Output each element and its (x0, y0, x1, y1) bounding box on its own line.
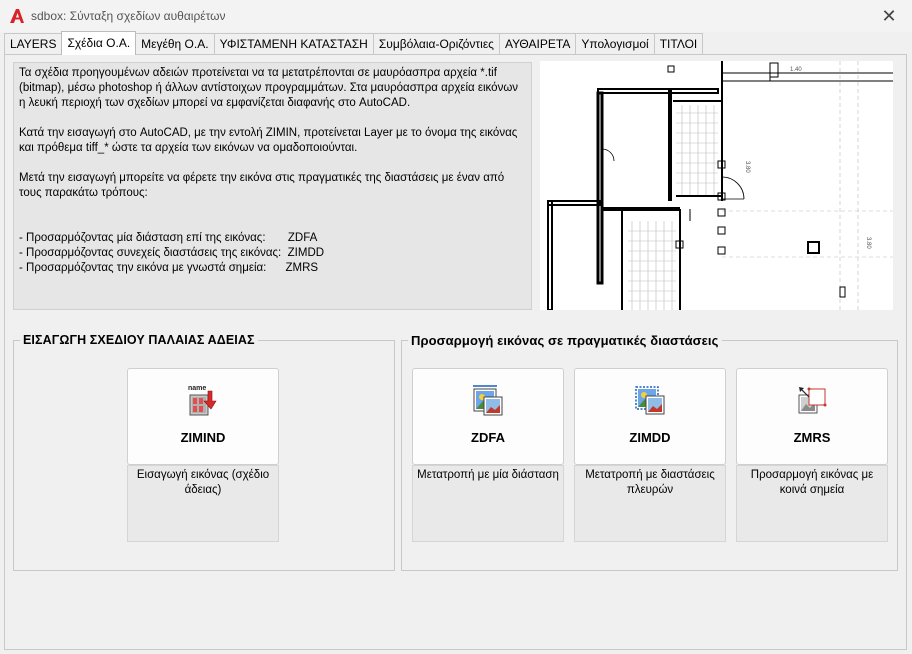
plan-dimension-label: 3.80 (744, 161, 750, 173)
zdfa-description: Μετατροπή με μία διάσταση (412, 465, 564, 542)
info-paragraph-1: Τα σχέδια προηγουμένων αδειών προτείνεται να τα μετατρέπονται σε μαυρόασπρα αρχεία *.tif (bitmap), μέσω photoshop ή άλλων αντίστοιχων προγραμμάτων. Στα μαυρόασπρα αρχεία εικόνων η λευκή περιοχή των σχεδίων μπορεί να εμφανίζεται διαφανής στο AutoCAD. (19, 67, 519, 109)
info-text-box (13, 62, 532, 310)
autocad-logo-icon (9, 8, 25, 24)
zimdd-button[interactable] (574, 368, 726, 465)
tab-sizes[interactable]: Μεγέθη Ο.Α. (135, 33, 214, 55)
tab-calculations[interactable]: Υπολογισμοί (575, 33, 654, 55)
tab-plans[interactable]: Σχέδια Ο.Α. (61, 31, 136, 55)
zmrs-button-label: ZMRS (793, 430, 831, 445)
tab-unauthorized[interactable]: ΑΥΘΑΙΡΕΤΑ (499, 33, 576, 55)
close-button[interactable]: ✕ (881, 5, 897, 26)
svg-text:name: name (188, 385, 207, 392)
tab-layers[interactable]: LAYERS (4, 33, 62, 55)
tab-existing-state[interactable]: ΥΦΙΣΤΑΜΕΝΗ ΚΑΤΑΣΤΑΣΗ (214, 33, 374, 55)
zimind-button[interactable] (127, 368, 279, 465)
floor-plan-drawing (540, 61, 893, 310)
tab-titles[interactable]: ΤΙΤΛΟΙ (654, 33, 704, 55)
floor-plan-preview (540, 61, 893, 310)
plan-dimension-label: 3.80 (865, 237, 871, 249)
image-dimension-icon (471, 383, 505, 417)
zmrs-button[interactable] (736, 368, 888, 465)
info-method-2: - Προσαρμόζοντας συνεχείς διαστάσεις της εικόνας: ZIMDD (19, 247, 325, 259)
image-multi-dimension-icon (633, 383, 667, 417)
zdfa-button-label: ZDFA (471, 430, 505, 445)
image-points-icon (795, 383, 829, 417)
zimind-button-label: ZIMIND (180, 430, 226, 445)
zimind-description: Εισαγωγή εικόνας (σχέδιο άδειας) (127, 465, 279, 542)
info-paragraph-2: Κατά την εισαγωγή στο AutoCAD, με την εντολή ZIMIN, προτείνεται Layer με το όνομα της εικόνας και πρόθεμα tiff_* ώστε τα αρχεία των εικόνων να ομαδοποιούνται. (19, 127, 518, 154)
zmrs-description: Προσαρμογή εικόνας με κοινά σημεία (736, 465, 888, 542)
title-bar (0, 0, 912, 32)
info-method-3: - Προσαρμόζοντας την εικόνα με γνωστά σημεία: ZMRS (19, 262, 319, 274)
zimdd-button-label: ZIMDD (629, 430, 671, 445)
info-method-1: - Προσαρμόζοντας μία διάσταση επί της εικόνας: ZDFA (19, 232, 318, 244)
tab-strip (4, 33, 702, 55)
window-title: sdbox: Σύνταξη σχεδίων αυθαιρέτων (31, 9, 226, 23)
image-import-icon (186, 383, 220, 417)
info-paragraph-3: Μετά την εισαγωγή μπορείτε να φέρετε την εικόνα στις πραγματικές της διαστάσεις με έναν από τους παρακάτω τρόπους: (19, 172, 505, 199)
import-group-title: ΕΙΣΑΓΩΓΗ ΣΧΕΔΙΟΥ ΠΑΛΑΙΑΣ ΑΔΕΙΑΣ (20, 333, 258, 347)
zdfa-button[interactable] (412, 368, 564, 465)
zimdd-description: Μετατροπή με διαστάσεις πλευρών (574, 465, 726, 542)
tab-contracts[interactable]: Συμβόλαια-Οριζόντιες (373, 33, 500, 55)
plan-dimension-label: 1.40 (790, 67, 802, 73)
adjust-group-title: Προσαρμογή εικόνας σε πραγματικές διαστάσεις (408, 333, 722, 348)
